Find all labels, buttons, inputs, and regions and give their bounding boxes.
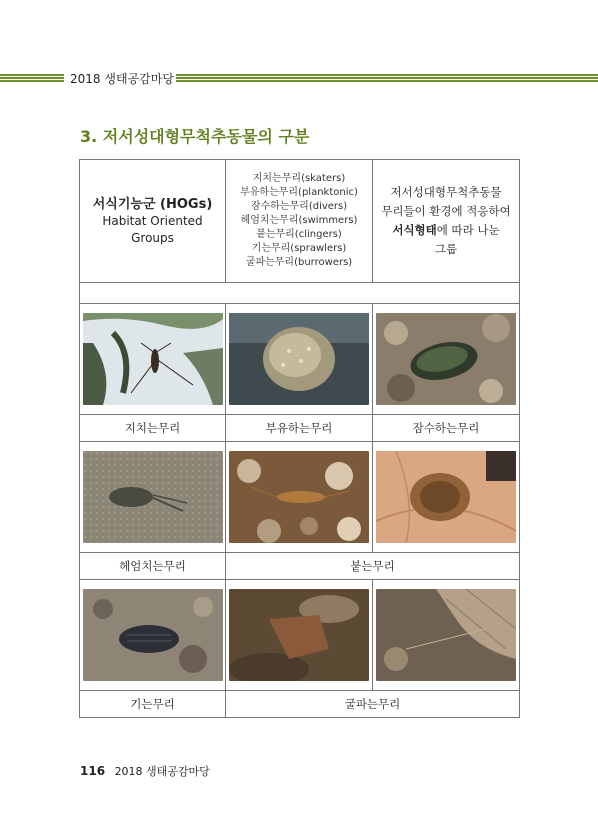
hog-table: [79, 159, 520, 718]
photo-cell: [226, 580, 373, 691]
definition-line-1: 저서성대형무척추동물: [390, 185, 502, 199]
group-list-item: 헤엄치는무리(swimmers): [240, 215, 358, 226]
image-row-3: [80, 580, 520, 691]
group-label: 잠수하는무리: [373, 415, 520, 442]
photo-cell: [373, 304, 520, 415]
diver-beetle-photo: [376, 313, 516, 405]
section-title: 3. 저서성대형무척추동물의 구분: [80, 127, 310, 146]
photo-cell: [226, 442, 373, 553]
group-list-item: 잠수하는무리(divers): [250, 201, 348, 212]
photo-cell: [373, 442, 520, 553]
label-row-3: [80, 691, 520, 718]
definition-line-2: 무리들이 환경에 적응하여: [381, 204, 511, 218]
group-label: 붙는무리: [226, 553, 520, 580]
image-row-1: [80, 304, 520, 415]
group-list-item: 지치는무리(skaters): [252, 173, 346, 184]
burrower-photo-2: [376, 589, 516, 681]
group-list-cell: [226, 160, 373, 283]
page-number: 116: [80, 764, 106, 778]
water-strider-photo: [83, 313, 223, 405]
clinger-stonefly-photo: [229, 451, 369, 543]
photo-cell: [80, 442, 226, 553]
table-header-row: [80, 160, 520, 283]
photo-cell: [226, 304, 373, 415]
burrower-photo-1: [229, 589, 369, 681]
group-label: 기는무리: [80, 691, 226, 718]
label-row-1: [80, 415, 520, 442]
sprawler-photo: [83, 589, 223, 681]
spacer-cell: [80, 283, 520, 304]
footer-title: 2018 생태공감마당: [114, 765, 210, 778]
photo-cell: [80, 304, 226, 415]
group-label: 굴파는무리: [226, 691, 520, 718]
header-title: 2018 생태공감마당: [70, 72, 174, 86]
planktonic-photo: [229, 313, 369, 405]
hogs-title-cell: [80, 160, 226, 283]
spacer-row: [80, 283, 520, 304]
clinger-leaf-photo: [376, 451, 516, 543]
hogs-title-ko: 서식기능군 (HOGs): [92, 196, 213, 212]
header-stripes-left: [0, 74, 64, 83]
definition-cell: [373, 160, 520, 283]
page-header: [0, 70, 598, 88]
group-list-item: 부유하는무리(planktonic): [240, 187, 358, 198]
group-label: 헤엄치는무리: [80, 553, 226, 580]
group-list-item: 기는무리(sprawlers): [251, 243, 347, 254]
definition-line-3: [373, 221, 519, 240]
page-footer: [80, 763, 210, 779]
header-stripes-right: [176, 74, 598, 83]
hogs-title-en-2: Groups: [131, 230, 174, 245]
group-list-item: 굴파는무리(burrowers): [245, 257, 353, 268]
photo-cell: [80, 580, 226, 691]
group-list-item: 붙는무리(clingers): [256, 229, 342, 240]
swimmer-photo: [83, 451, 223, 543]
group-label: 지치는무리: [80, 415, 226, 442]
definition-bold: 서식형태: [392, 223, 437, 237]
group-label: 부유하는무리: [226, 415, 373, 442]
photo-cell: [373, 580, 520, 691]
image-row-2: [80, 442, 520, 553]
definition-rest: 에 따라 나눈: [436, 223, 500, 237]
definition-line-4: 그룹: [434, 242, 458, 256]
label-row-2: [80, 553, 520, 580]
hogs-title-en-1: Habitat Oriented: [102, 213, 203, 228]
